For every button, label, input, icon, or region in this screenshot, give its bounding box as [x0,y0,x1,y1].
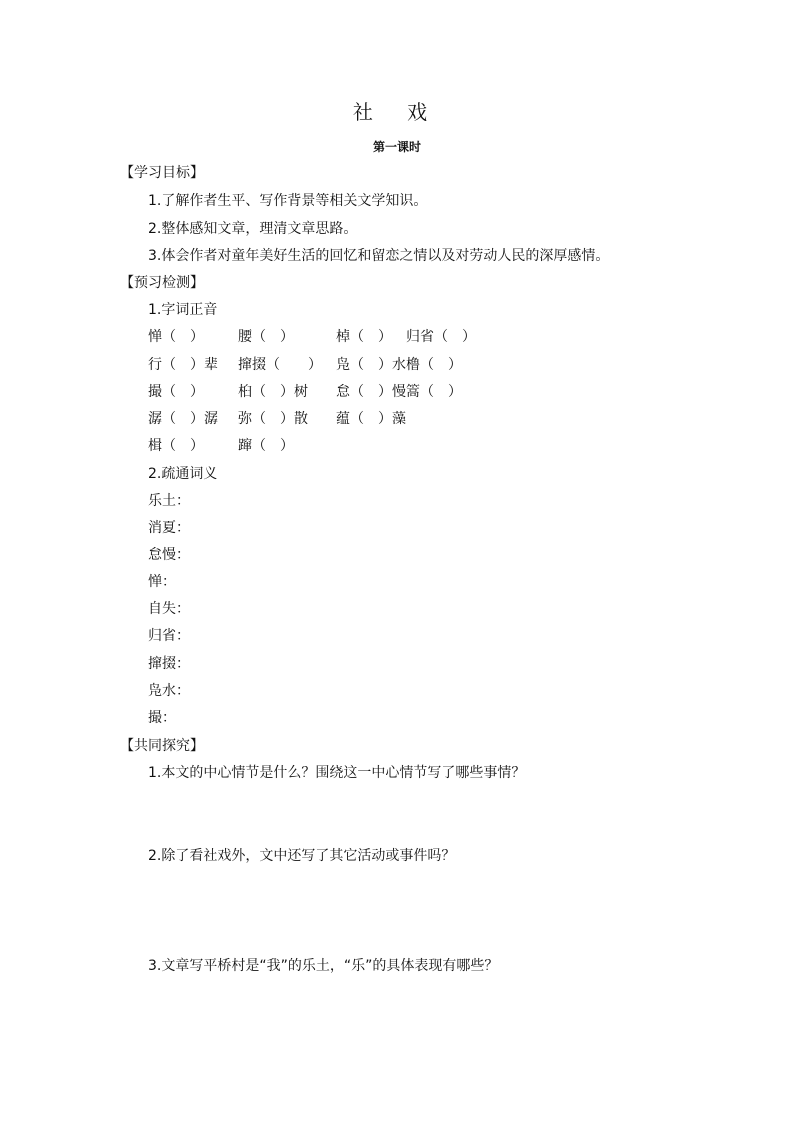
explore-question: 2.除了看社戏外，文中还写了其它活动或事件吗？ [148,848,456,864]
vocab-term: 惮： [148,574,176,590]
pronunciation-item: 凫（ ）水 [336,357,406,373]
vocab-term: 归省： [148,628,190,644]
pronunciation-item: 桕（ ）树 [238,384,308,400]
vocab-term: 乐土： [148,493,190,509]
pronunciation-item: 行（ ）辈 [148,357,218,373]
section-header-explore: 【共同探究】 [120,738,204,754]
pronunciation-item: 篙（ ） [406,384,462,400]
vocab-term: 自失： [148,601,190,617]
pronunciation-item: 棹（ ） [336,329,392,345]
vocab-term: 怠慢： [148,547,190,563]
pronunciation-item: 撮（ ） [148,384,204,400]
pronunciation-item: 弥（ ）散 [238,411,308,427]
objective-item: 1.了解作者生平、写作背景等相关文学知识。 [148,193,428,209]
pronunciation-item: 腰（ ） [238,329,294,345]
objective-item: 2.整体感知文章，理清文章思路。 [148,221,358,237]
vocab-term: 撺掇： [148,656,190,672]
pronunciation-item: 蕴（ ）藻 [336,411,406,427]
vocab-term: 消夏： [148,520,190,536]
pronunciation-item: 蹿（ ） [238,438,294,454]
explore-question: 1.本文的中心情节是什么？围绕这一中心情节写了哪些事情？ [148,765,526,781]
pronunciation-item: 楫（ ） [148,438,204,454]
section-header-preview: 【预习检测】 [120,275,204,291]
explore-question: 3.文章写平桥村是“我”的乐土，“乐”的具体表现有哪些？ [148,958,499,974]
pronunciation-title: 1.字词正音 [148,302,218,318]
vocab-term: 凫水： [148,683,190,699]
vocab-term: 撮： [148,710,176,726]
pronunciation-item: 惮（ ） [148,329,204,345]
objective-item: 3.体会作者对童年美好生活的回忆和留恋之情以及对劳动人民的深厚感情。 [148,248,610,264]
page-title: 社 戏 [352,100,442,124]
vocab-title: 2.疏通词义 [148,466,218,482]
page-subtitle: 第一课时 [372,140,421,154]
pronunciation-item: 归省（ ） [406,329,476,345]
section-header-objectives: 【学习目标】 [120,165,204,181]
pronunciation-item: 橹（ ） [406,357,462,373]
pronunciation-item: 怠（ ）慢 [336,384,406,400]
pronunciation-item: 撺掇（ ） [238,357,322,373]
pronunciation-item: 潺（ ）潺 [148,411,218,427]
